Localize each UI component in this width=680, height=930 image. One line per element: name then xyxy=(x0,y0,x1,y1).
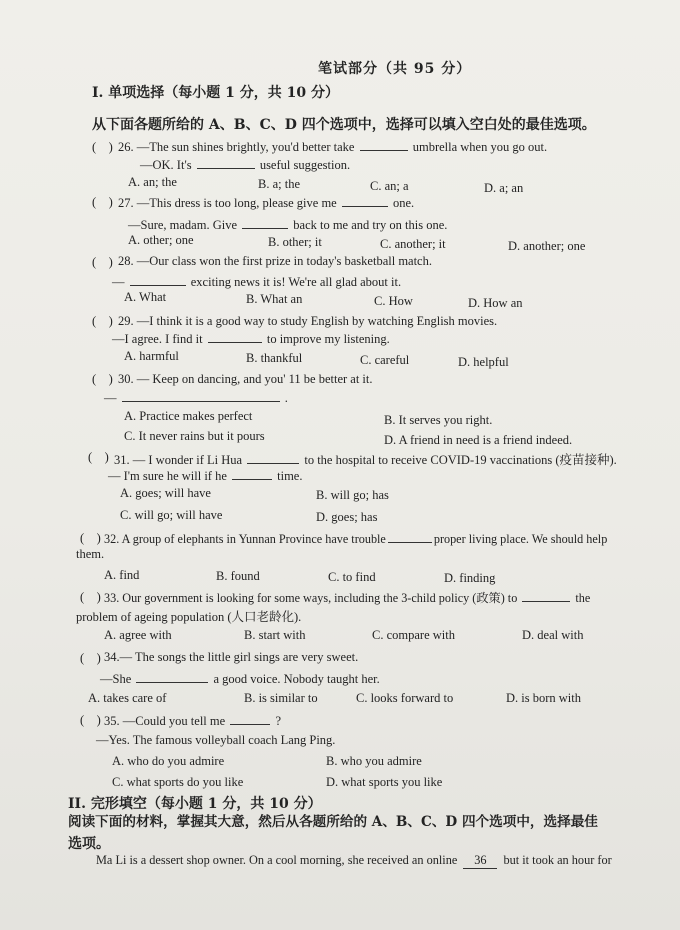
cloze-passage-line: Ma Li is a dessert shop owner. On a cool morning, she received an online 36 but it took an hour for xyxy=(96,853,612,867)
question-line-1: 32. A group of elephants in Yunnan Province have trouble proper living place. We should help xyxy=(104,532,608,546)
answer-blank[interactable] xyxy=(342,194,388,207)
option-a[interactable]: A. takes care of xyxy=(88,691,167,705)
option-d[interactable]: D. A friend in need is a friend indeed. xyxy=(384,433,573,447)
answer-blank[interactable] xyxy=(130,273,186,286)
question-line-2: —Sure, madam. Give back to me and try on this one. xyxy=(128,218,448,232)
option-c[interactable]: C. an; a xyxy=(370,179,409,193)
question-line-2: —She a good voice. Nobody taught her. xyxy=(100,672,380,686)
option-d[interactable]: D. How an xyxy=(468,296,523,310)
option-a[interactable]: A. agree with xyxy=(104,628,172,642)
question-line-1: 31. — I wonder if Li Hua to the hospital to receive COVID-19 vaccinations (疫苗接种). xyxy=(114,453,617,467)
option-d[interactable]: D. another; one xyxy=(508,239,586,253)
question-line-2: — exciting news it is! We're all glad about it. xyxy=(112,275,402,289)
answer-bracket[interactable]: ( ) xyxy=(80,713,101,727)
answer-bracket[interactable]: ( ) xyxy=(92,140,113,154)
option-b[interactable]: B. is similar to xyxy=(244,691,318,705)
option-a[interactable]: A. find xyxy=(104,568,140,582)
option-c[interactable]: C. compare with xyxy=(372,628,455,642)
option-c[interactable]: C. will go; will have xyxy=(120,508,223,522)
answer-bracket[interactable]: ( ) xyxy=(92,372,113,386)
answer-bracket[interactable]: ( ) xyxy=(92,195,113,209)
option-d[interactable]: D. what sports you like xyxy=(326,775,443,789)
option-b[interactable]: B. a; the xyxy=(258,177,301,191)
answer-blank[interactable] xyxy=(247,451,299,464)
question-line-1: 33. Our government is looking for some ways, including the 3-child policy (政策) to the xyxy=(104,591,591,605)
option-d[interactable]: D. is born with xyxy=(506,691,581,705)
question-line-2: —OK. It's useful suggestion. xyxy=(140,158,351,172)
answer-blank[interactable] xyxy=(230,712,270,725)
option-b[interactable]: B. thankful xyxy=(246,351,303,365)
answer-blank[interactable] xyxy=(136,670,208,683)
answer-blank[interactable] xyxy=(242,216,288,229)
section-2-heading: II. 完形填空（每小题 1 分，共 10 分） xyxy=(68,796,322,812)
answer-bracket[interactable]: ( ) xyxy=(80,531,101,545)
question-line-1: 29. —I think it is a good way to study English by watching English movies. xyxy=(118,314,498,328)
question-line-1: 30. — Keep on dancing, and you' 11 be better at it. xyxy=(118,372,373,386)
option-c[interactable]: C. to find xyxy=(328,570,376,584)
option-b[interactable]: B. What an xyxy=(246,292,303,306)
question-line-2: them. xyxy=(76,547,105,561)
section-2-instruction-line-2: 选项。 xyxy=(68,836,110,852)
page-title: 笔试部分（共 95 分） xyxy=(318,61,472,77)
option-a[interactable]: A. harmful xyxy=(124,349,179,363)
option-b[interactable]: B. other; it xyxy=(268,235,322,249)
option-a[interactable]: A. who do you admire xyxy=(112,754,225,768)
option-d[interactable]: D. helpful xyxy=(458,355,509,369)
option-b[interactable]: B. found xyxy=(216,569,260,583)
option-d[interactable]: D. deal with xyxy=(522,628,584,642)
option-c[interactable]: C. It never rains but it pours xyxy=(124,429,265,443)
question-line-1: 26. —The sun shines brightly, you'd better take umbrella when you go out. xyxy=(118,140,548,154)
option-a[interactable]: A. What xyxy=(124,290,167,304)
option-c[interactable]: C. looks forward to xyxy=(356,691,454,705)
option-b[interactable]: B. start with xyxy=(244,628,306,642)
question-line-2: —I agree. I find it to improve my listening. xyxy=(112,332,390,346)
option-c[interactable]: C. How xyxy=(374,294,413,308)
option-c[interactable]: C. another; it xyxy=(380,237,446,251)
option-a[interactable]: A. other; one xyxy=(128,233,194,247)
question-line-1: 35. —Could you tell me ? xyxy=(104,714,281,728)
option-a[interactable]: A. Practice makes perfect xyxy=(124,409,253,423)
question-line-2: — . xyxy=(104,391,288,405)
option-c[interactable]: C. what sports do you like xyxy=(112,775,244,789)
option-d[interactable]: D. a; an xyxy=(484,181,524,195)
answer-blank[interactable] xyxy=(388,530,432,543)
question-line-1: 27. —This dress is too long, please give me one. xyxy=(118,196,415,210)
question-line-1: 34.— The songs the little girl sings are very sweet. xyxy=(104,650,359,664)
answer-blank[interactable] xyxy=(122,389,280,402)
section-1-instruction: 从下面各题所给的 A、B、C、D 四个选项中，选择可以填入空白处的最佳选项。 xyxy=(92,117,596,133)
answer-blank[interactable] xyxy=(360,138,408,151)
question-line-2: — I'm sure he will if he time. xyxy=(108,469,303,483)
option-c[interactable]: C. careful xyxy=(360,353,410,367)
question-line-1: 28. —Our class won the first prize in today's basketball match. xyxy=(118,254,432,268)
section-1-heading: I. 单项选择（每小题 1 分，共 10 分） xyxy=(92,85,340,101)
section-2-instruction-line-1: 阅读下面的材料，掌握其大意，然后从各题所给的 A、B、C、D 四个选项中，选择最佳 xyxy=(68,814,598,830)
cloze-blank-36[interactable]: 36 xyxy=(463,853,497,869)
option-b[interactable]: B. will go; has xyxy=(316,488,389,502)
answer-blank[interactable] xyxy=(197,156,255,169)
answer-bracket[interactable]: ( ) xyxy=(80,590,101,604)
answer-bracket[interactable]: ( ) xyxy=(92,255,113,269)
question-line-2: —Yes. The famous volleyball coach Lang Ping. xyxy=(96,733,336,747)
option-a[interactable]: A. goes; will have xyxy=(120,486,211,500)
answer-blank[interactable] xyxy=(208,330,262,343)
answer-bracket[interactable]: ( ) xyxy=(80,651,101,665)
option-b[interactable]: B. who you admire xyxy=(326,754,422,768)
answer-bracket[interactable]: ( ) xyxy=(92,314,113,328)
question-line-2: problem of ageing population (人口老龄化). xyxy=(76,610,302,624)
option-d[interactable]: D. goes; has xyxy=(316,510,378,524)
answer-blank[interactable] xyxy=(232,467,272,480)
option-d[interactable]: D. finding xyxy=(444,571,496,585)
answer-bracket[interactable]: ( ) xyxy=(88,450,109,464)
option-b[interactable]: B. It serves you right. xyxy=(384,413,493,427)
option-a[interactable]: A. an; the xyxy=(128,175,177,189)
answer-blank[interactable] xyxy=(522,589,570,602)
